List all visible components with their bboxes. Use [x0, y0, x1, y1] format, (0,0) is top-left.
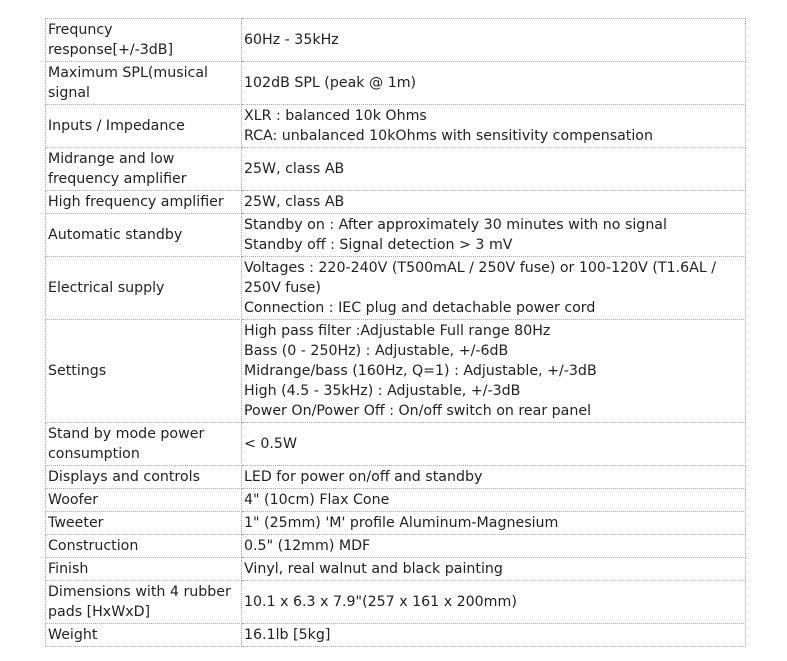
spec-label: Tweeter [46, 512, 242, 535]
spec-label: Stand by mode power consumption [46, 423, 242, 466]
spec-value [242, 148, 746, 191]
spec-value [242, 105, 746, 148]
spec-value [242, 512, 746, 535]
spec-row-inputs-impedance [46, 105, 746, 148]
spec-row-standby-power-consumption [46, 423, 746, 466]
spec-value [242, 191, 746, 214]
spec-value [242, 581, 746, 624]
spec-value-line: Bass (0 - 250Hz) : Adjustable, +/-6dB [244, 343, 509, 359]
spec-label: Frequncy response[+/-3dB] [46, 19, 242, 62]
spec-value [242, 466, 746, 489]
spec-value-line: Power On/Power Off : On/off switch on rear panel [244, 403, 592, 419]
spec-row-high-frequency-amplifier [46, 191, 746, 214]
spec-label: Settings [46, 320, 242, 423]
spec-label: Automatic standby [46, 214, 242, 257]
spec-row-midrange-low-amplifier [46, 148, 746, 191]
spec-value-line: Voltages : 220-240V (T500mAL / 250V fuse) or 100-120V (T1.6AL / 250V fuse) [244, 260, 717, 296]
spec-value-line: Standby off : Signal detection > 3 mV [244, 237, 513, 253]
spec-value-line: High (4.5 - 35kHz) : Adjustable, +/-3dB [244, 383, 521, 399]
spec-label: High frequency amplifier [46, 191, 242, 214]
spec-value-line: < 0.5W [244, 436, 297, 452]
spec-row-tweeter [46, 512, 746, 535]
spec-row-displays-controls [46, 466, 746, 489]
spec-value [242, 257, 746, 320]
spec-label: Maximum SPL(musical signal [46, 62, 242, 105]
spec-label: Dimensions with 4 rubber pads [HxWxD] [46, 581, 242, 624]
spec-row-weight [46, 624, 746, 647]
spec-value-line: XLR : balanced 10k Ohms [244, 108, 427, 124]
spec-value [242, 535, 746, 558]
spec-value [242, 489, 746, 512]
spec-row-dimensions [46, 581, 746, 624]
spec-label: Displays and controls [46, 466, 242, 489]
spec-label: Weight [46, 624, 242, 647]
spec-value-line: 4" (10cm) Flax Cone [244, 492, 390, 508]
spec-value [242, 214, 746, 257]
spec-value-line: 0.5" (12mm) MDF [244, 538, 371, 554]
spec-value-line: LED for power on/off and standby [244, 469, 483, 485]
spec-value [242, 624, 746, 647]
spec-row-finish [46, 558, 746, 581]
spec-value-line: 60Hz - 35kHz [244, 32, 339, 48]
spec-value-line: Standby on : After approximately 30 minutes with no signal [244, 217, 667, 233]
spec-value-line: Connection : IEC plug and detachable power cord [244, 300, 596, 316]
spec-label: Electrical supply [46, 257, 242, 320]
spec-label: Inputs / Impedance [46, 105, 242, 148]
specifications-table [45, 18, 746, 647]
spec-row-frequency-response [46, 19, 746, 62]
spec-row-automatic-standby [46, 214, 746, 257]
spec-row-electrical-supply [46, 257, 746, 320]
spec-value-line: 25W, class AB [244, 161, 345, 177]
spec-value [242, 19, 746, 62]
spec-label: Midrange and low frequency amplifier [46, 148, 242, 191]
spec-row-woofer [46, 489, 746, 512]
spec-label: Woofer [46, 489, 242, 512]
spec-value-line: High pass filter :Adjustable Full range 80Hz [244, 323, 551, 339]
spec-value-line: 16.1lb [5kg] [244, 627, 331, 643]
spec-value-line: Midrange/bass (160Hz, Q=1) : Adjustable, +/-3dB [244, 363, 597, 379]
spec-value-line: 1" (25mm) 'M' profile Aluminum-Magnesium [244, 515, 559, 531]
spec-row-maximum-spl [46, 62, 746, 105]
spec-value-line: RCA: unbalanced 10kOhms with sensitivity compensation [244, 128, 653, 144]
spec-value-line: Vinyl, real walnut and black painting [244, 561, 503, 577]
spec-value [242, 320, 746, 423]
spec-row-settings [46, 320, 746, 423]
spec-value [242, 558, 746, 581]
spec-value-line: 102dB SPL (peak @ 1m) [244, 75, 417, 91]
spec-label: Construction [46, 535, 242, 558]
spec-value-line: 25W, class AB [244, 194, 345, 210]
spec-row-construction [46, 535, 746, 558]
spec-value [242, 423, 746, 466]
spec-label: Finish [46, 558, 242, 581]
spec-value-line: 10.1 x 6.3 x 7.9"(257 x 161 x 200mm) [244, 594, 517, 610]
spec-value [242, 62, 746, 105]
